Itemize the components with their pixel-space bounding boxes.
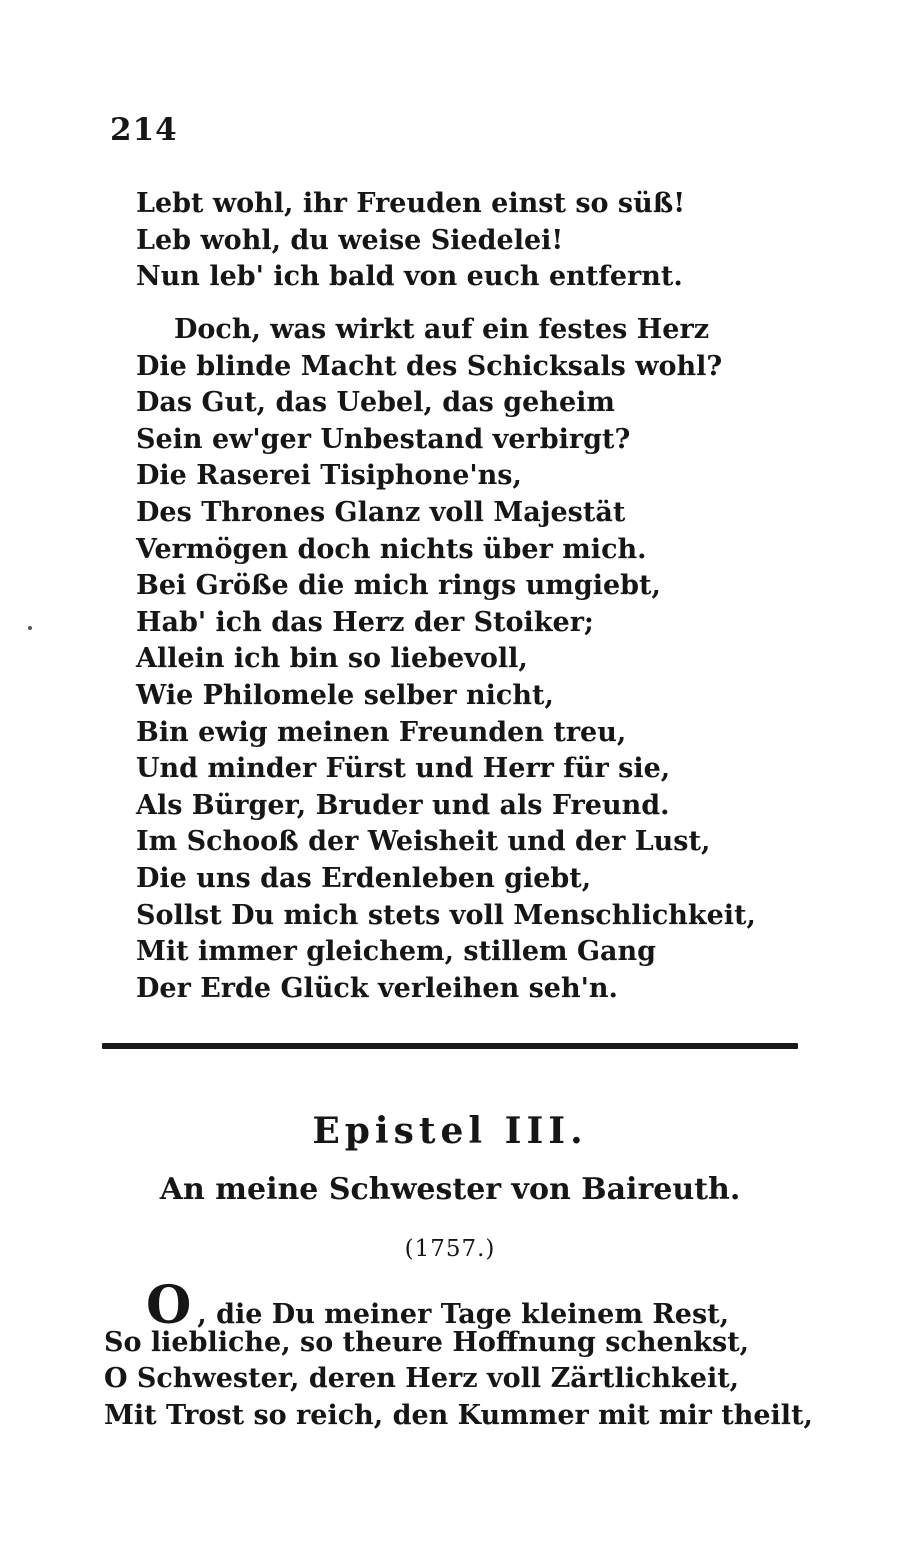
section-divider-rule — [102, 1043, 798, 1049]
poem-stanza-2 — [136, 312, 756, 1007]
epistle-year: (1757.) — [404, 1236, 496, 1262]
poem-line: Mit immer gleichem, stillem Gang — [136, 936, 657, 968]
drop-cap-initial: O — [146, 1275, 192, 1336]
poem-line: Des Thrones Glanz voll Majestät — [136, 496, 626, 528]
poem-first-line — [104, 1275, 813, 1336]
poem-line: Sollst Du mich stets voll Menschlichkeit, — [136, 899, 756, 931]
poem-line: Mit Trost so reich, den Kummer mit mir theilt, — [104, 1399, 813, 1431]
poem-stanza-1 — [136, 186, 685, 296]
poem-line: Der Erde Glück verleihen seh'n. — [136, 972, 618, 1004]
poem-line: Nun leb' ich bald von euch entfernt. — [136, 261, 683, 293]
poem-line: Sein ew'ger Unbestand verbirgt? — [136, 423, 631, 455]
poem-line: Die blinde Macht des Schicksals wohl? — [136, 350, 723, 382]
poem-line: Hab' ich das Herz der Stoiker; — [136, 606, 594, 638]
page-number: 214 — [110, 112, 178, 148]
paper-speck — [28, 626, 32, 630]
epistle-subtitle: An meine Schwester von Baireuth. — [159, 1172, 741, 1207]
poem-line: Leb wohl, du weise Siedelei! — [136, 224, 564, 256]
poem-line: Im Schooß der Weisheit und der Lust, — [136, 826, 711, 858]
epistle-title: Epistel III. — [312, 1110, 588, 1152]
poem-line: So liebliche, so theure Hoffnung schenkst, — [104, 1326, 750, 1358]
poem-line: Doch, was wirkt auf ein festes Herz — [174, 314, 710, 345]
poem-line: Das Gut, das Uebel, das geheim — [136, 387, 615, 419]
poem-line: Die Raserei Tisiphone'ns, — [136, 460, 522, 492]
poem-line: Und minder Fürst und Herr für sie, — [136, 753, 671, 785]
poem-line: Bei Größe die mich rings umgiebt, — [136, 570, 661, 602]
poem-line: Die uns das Erdenleben giebt, — [136, 862, 592, 894]
poem-line-rest: , die Du meiner Tage kleinem Rest, — [197, 1299, 730, 1330]
poem-line: Vermögen doch nichts über mich. — [136, 533, 647, 565]
poem-line: O Schwester, deren Herz voll Zärtlichkeit, — [104, 1363, 740, 1395]
poem-line: Als Bürger, Bruder und als Freund. — [136, 789, 670, 821]
poem-line: Wie Philomele selber nicht, — [136, 679, 554, 711]
poem-line: Lebt wohl, ihr Freuden einst so süß! — [136, 188, 686, 219]
poem-stanza-3 — [104, 1275, 813, 1434]
poem-line: Bin ewig meinen Freunden treu, — [136, 716, 627, 748]
poem-line: Allein ich bin so liebevoll, — [136, 643, 528, 675]
